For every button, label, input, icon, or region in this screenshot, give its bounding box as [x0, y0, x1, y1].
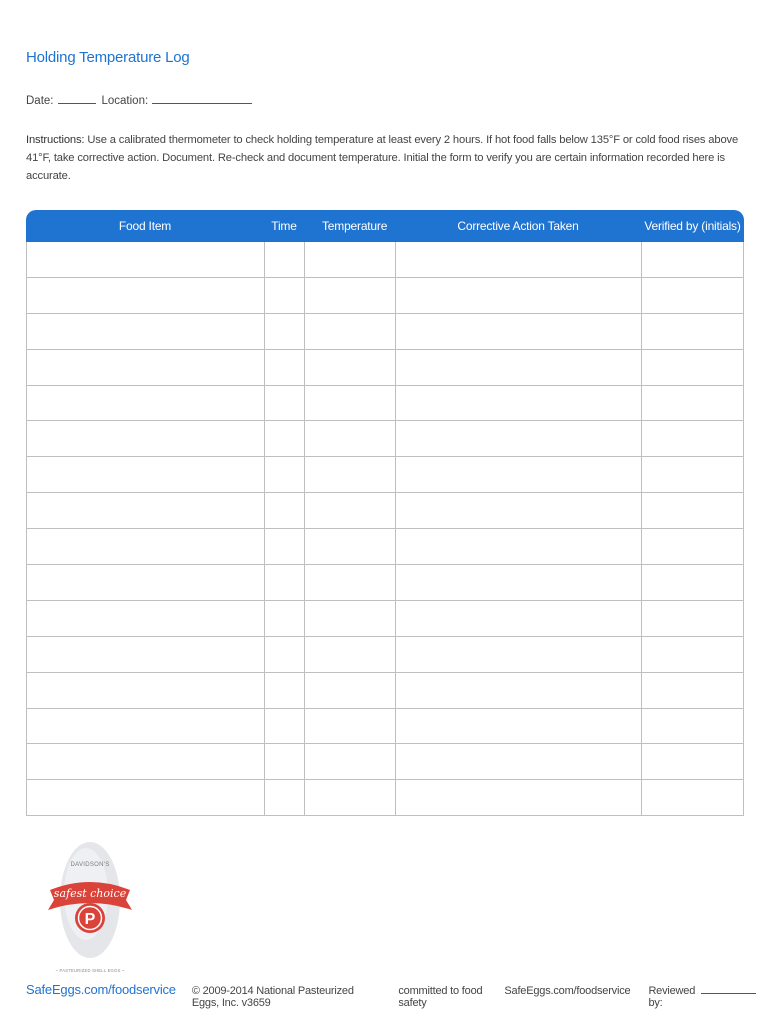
cell-food-item[interactable]	[27, 350, 265, 385]
table-row	[27, 386, 743, 422]
cell-verified-by[interactable]	[642, 780, 743, 815]
table-row	[27, 493, 743, 529]
table-row	[27, 601, 743, 637]
cell-corrective-action[interactable]	[396, 278, 642, 313]
cell-time[interactable]	[265, 673, 305, 708]
cell-food-item[interactable]	[27, 673, 265, 708]
cell-corrective-action[interactable]	[396, 242, 642, 277]
footer-copyright: © 2009-2014 National Pasteurized Eggs, Inc. v3659	[191, 985, 354, 1009]
cell-corrective-action[interactable]	[396, 314, 642, 349]
col-food-item: Food Item	[118, 219, 172, 233]
cell-corrective-action[interactable]	[396, 709, 642, 744]
cell-corrective-action[interactable]	[396, 493, 642, 528]
cell-verified-by[interactable]	[642, 601, 743, 636]
cell-food-item[interactable]	[27, 242, 265, 277]
cell-temperature[interactable]	[305, 457, 396, 492]
col-corrective-action: Corrective Action Taken	[457, 219, 579, 233]
footer-slogan: committed to food safety	[398, 985, 483, 1009]
cell-temperature[interactable]	[305, 493, 396, 528]
col-time: Time	[271, 219, 297, 233]
table-header	[26, 210, 744, 242]
cell-temperature[interactable]	[305, 709, 396, 744]
cell-temperature[interactable]	[305, 278, 396, 313]
table-body	[26, 242, 744, 816]
log-table	[26, 210, 744, 816]
table-row	[27, 421, 743, 457]
cell-food-item[interactable]	[27, 493, 265, 528]
svg-text:P: P	[84, 911, 96, 928]
svg-text:~ PASTEURIZED SHELL EGGS ~: ~ PASTEURIZED SHELL EGGS ~	[55, 968, 125, 973]
footer	[26, 982, 756, 1009]
cell-corrective-action[interactable]	[396, 386, 642, 421]
table-row	[27, 278, 743, 314]
cell-temperature[interactable]	[305, 673, 396, 708]
table-row	[27, 242, 743, 278]
cell-time[interactable]	[265, 637, 305, 672]
cell-temperature[interactable]	[305, 242, 396, 277]
cell-time[interactable]	[265, 601, 305, 636]
cell-verified-by[interactable]	[642, 314, 743, 349]
cell-food-item[interactable]	[27, 278, 265, 313]
cell-time[interactable]	[265, 709, 305, 744]
cell-time[interactable]	[265, 386, 305, 421]
cell-temperature[interactable]	[305, 421, 396, 456]
cell-temperature[interactable]	[305, 350, 396, 385]
svg-text:safest choice: safest choice	[53, 887, 127, 900]
cell-corrective-action[interactable]	[396, 601, 642, 636]
cell-food-item[interactable]	[27, 457, 265, 492]
reviewed-by-field[interactable]	[701, 983, 756, 994]
cell-corrective-action[interactable]	[396, 565, 642, 600]
date-label: Date:	[26, 95, 54, 107]
cell-food-item[interactable]	[27, 314, 265, 349]
cell-food-item[interactable]	[27, 421, 265, 456]
table-row	[27, 565, 743, 601]
cell-time[interactable]	[265, 780, 305, 815]
reviewed-by-label: Reviewed by:	[648, 985, 696, 1009]
location-field[interactable]	[152, 92, 252, 104]
cell-verified-by[interactable]	[642, 242, 743, 277]
cell-time[interactable]	[265, 493, 305, 528]
cell-food-item[interactable]	[27, 601, 265, 636]
cell-verified-by[interactable]	[642, 350, 743, 385]
cell-corrective-action[interactable]	[396, 529, 642, 564]
safest-choice-logo	[42, 838, 138, 976]
cell-corrective-action[interactable]	[396, 350, 642, 385]
cell-food-item[interactable]	[27, 637, 265, 672]
table-row	[27, 314, 743, 350]
cell-food-item[interactable]	[27, 744, 265, 779]
svg-text:DAVIDSON'S: DAVIDSON'S	[70, 862, 110, 868]
cell-verified-by[interactable]	[642, 493, 743, 528]
table-row	[27, 350, 743, 386]
cell-verified-by[interactable]	[642, 637, 743, 672]
cell-temperature[interactable]	[305, 386, 396, 421]
table-row	[27, 744, 743, 780]
instructions-lead: Instructions:	[26, 134, 85, 146]
col-verified-by: Verified by (initials)	[644, 219, 741, 233]
cell-food-item[interactable]	[27, 386, 265, 421]
footer-brand-link[interactable]: SafeEggs.com/foodservice	[26, 982, 176, 997]
cell-corrective-action[interactable]	[396, 457, 642, 492]
cell-corrective-action[interactable]	[396, 780, 642, 815]
instructions-text: Use a calibrated thermometer to check holding temperature at least every 2 hours. If hot food falls below 135°F or cold food rises above 41°F, take corrective action. Document. Re-check and document temperature. Initial the form to verify you are certain information recorded here is accurate.	[26, 134, 739, 182]
cell-temperature[interactable]	[305, 744, 396, 779]
cell-verified-by[interactable]	[642, 565, 743, 600]
cell-food-item[interactable]	[27, 529, 265, 564]
cell-time[interactable]	[265, 457, 305, 492]
cell-temperature[interactable]	[305, 314, 396, 349]
cell-temperature[interactable]	[305, 529, 396, 564]
cell-food-item[interactable]	[27, 780, 265, 815]
cell-corrective-action[interactable]	[396, 637, 642, 672]
date-field[interactable]	[58, 92, 96, 104]
cell-verified-by[interactable]	[642, 744, 743, 779]
cell-corrective-action[interactable]	[396, 673, 642, 708]
cell-time[interactable]	[265, 242, 305, 277]
cell-verified-by[interactable]	[642, 529, 743, 564]
table-row	[27, 780, 743, 816]
cell-temperature[interactable]	[305, 565, 396, 600]
table-row	[27, 637, 743, 673]
cell-corrective-action[interactable]	[396, 421, 642, 456]
meta-row	[26, 92, 258, 107]
cell-time[interactable]	[265, 278, 305, 313]
cell-verified-by[interactable]	[642, 457, 743, 492]
footer-site[interactable]: SafeEggs.com/foodservice	[504, 985, 631, 997]
col-temperature: Temperature	[322, 219, 388, 233]
instructions	[26, 131, 746, 185]
cell-verified-by[interactable]	[642, 421, 743, 456]
table-row	[27, 709, 743, 745]
cell-verified-by[interactable]	[642, 278, 743, 313]
cell-temperature[interactable]	[305, 637, 396, 672]
page-title: Holding Temperature Log	[26, 49, 190, 66]
cell-verified-by[interactable]	[642, 386, 743, 421]
cell-verified-by[interactable]	[642, 709, 743, 744]
cell-time[interactable]	[265, 314, 305, 349]
cell-temperature[interactable]	[305, 601, 396, 636]
table-row	[27, 457, 743, 493]
table-row	[27, 673, 743, 709]
table-row	[27, 529, 743, 565]
cell-time[interactable]	[265, 744, 305, 779]
cell-time[interactable]	[265, 529, 305, 564]
cell-temperature[interactable]	[305, 780, 396, 815]
cell-corrective-action[interactable]	[396, 744, 642, 779]
location-label: Location:	[101, 95, 149, 107]
cell-time[interactable]	[265, 565, 305, 600]
cell-food-item[interactable]	[27, 565, 265, 600]
cell-food-item[interactable]	[27, 709, 265, 744]
cell-verified-by[interactable]	[642, 673, 743, 708]
cell-time[interactable]	[265, 421, 305, 456]
cell-time[interactable]	[265, 350, 305, 385]
